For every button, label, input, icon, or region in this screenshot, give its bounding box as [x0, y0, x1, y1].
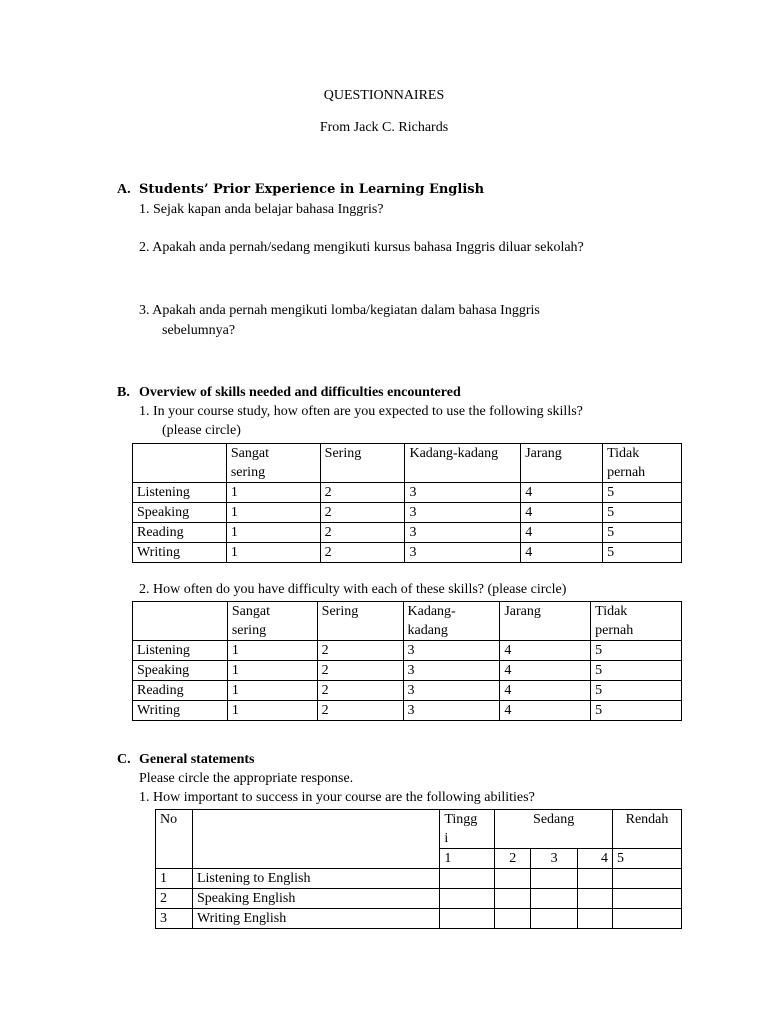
header-cell — [133, 444, 227, 483]
response-cell[interactable] — [495, 909, 531, 929]
response-cell[interactable] — [578, 909, 613, 929]
rating-cell[interactable]: 3 — [405, 523, 521, 543]
rating-cell[interactable]: 3 — [403, 641, 500, 661]
rating-cell[interactable]: 1 — [226, 503, 320, 523]
rating-cell[interactable]: 3 — [403, 701, 500, 721]
rating-cell[interactable]: 2 — [317, 661, 403, 681]
header-cell: Sangat sering — [226, 444, 320, 483]
section-a-question-3-cont: sebelumnya? — [162, 323, 236, 338]
table-row — [133, 483, 682, 503]
response-cell[interactable] — [578, 869, 613, 889]
header-cell: Sering — [317, 602, 403, 641]
scale-cell: 5 — [613, 849, 682, 869]
section-a-question-3: 3. Apakah anda pernah mengikuti lomba/kegiatan dalam bahasa Inggris — [139, 303, 540, 318]
rating-cell[interactable]: 2 — [320, 523, 405, 543]
table-row — [156, 869, 682, 889]
section-c-heading: General statements — [139, 752, 255, 767]
table-row — [133, 503, 682, 523]
rating-cell[interactable]: 2 — [320, 543, 405, 563]
header-cell: Jarang — [500, 602, 591, 641]
scale-cell: 2 — [495, 849, 531, 869]
header-cell: Sering — [320, 444, 405, 483]
header-cell: Kadang-kadang — [405, 444, 521, 483]
rating-cell[interactable]: 2 — [317, 641, 403, 661]
header-cell: Tidak pernah — [603, 444, 682, 483]
rating-cell[interactable]: 5 — [603, 523, 682, 543]
row-no: 2 — [156, 889, 193, 909]
ability-label: Writing English — [192, 909, 439, 929]
table-row — [156, 909, 682, 929]
section-a-question-2: 2. Apakah anda pernah/sedang mengikuti kursus bahasa Inggris diluar sekolah? — [139, 240, 584, 255]
skill-label: Listening — [133, 483, 227, 503]
rating-cell[interactable]: 5 — [591, 661, 682, 681]
section-c-marker: C. — [117, 752, 131, 767]
rating-cell[interactable]: 2 — [320, 503, 405, 523]
header-cell: Kadang- kadang — [403, 602, 500, 641]
row-no: 3 — [156, 909, 193, 929]
rating-cell[interactable]: 1 — [227, 641, 317, 661]
response-cell[interactable] — [531, 869, 578, 889]
scale-cell: 4 — [578, 849, 613, 869]
rating-cell[interactable]: 3 — [405, 503, 521, 523]
rating-cell[interactable]: 3 — [403, 661, 500, 681]
header-cell: Jarang — [521, 444, 603, 483]
section-b-question-2: 2. How often do you have difficulty with each of these skills? (please circle) — [139, 582, 567, 597]
response-cell[interactable] — [613, 909, 682, 929]
response-cell[interactable] — [495, 889, 531, 909]
section-a-heading: Students’ Prior Experience in Learning English — [139, 182, 485, 197]
table-header-row — [156, 810, 682, 849]
skills-usage-table — [132, 443, 682, 563]
section-c-instruction: Please circle the appropriate response. — [139, 771, 354, 786]
rating-cell[interactable]: 1 — [226, 543, 320, 563]
ability-label: Listening to English — [192, 869, 439, 889]
skill-label: Speaking — [133, 503, 227, 523]
table-row — [156, 889, 682, 909]
rating-cell[interactable]: 3 — [405, 483, 521, 503]
row-no: 1 — [156, 869, 193, 889]
rating-cell[interactable]: 4 — [500, 701, 591, 721]
response-cell[interactable] — [613, 889, 682, 909]
table-header-row — [133, 602, 682, 641]
scale-cell: 1 — [440, 849, 495, 869]
section-a-question-1: 1. Sejak kapan anda belajar bahasa Inggris? — [139, 202, 384, 217]
table-row — [133, 661, 682, 681]
table-row — [133, 523, 682, 543]
rating-cell[interactable]: 2 — [320, 483, 405, 503]
response-cell[interactable] — [440, 889, 495, 909]
rating-cell[interactable]: 4 — [500, 681, 591, 701]
header-cell — [133, 602, 228, 641]
header-tinggi: Tingg i — [440, 810, 495, 849]
rating-cell[interactable]: 5 — [603, 483, 682, 503]
section-c-question-1: 1. How important to success in your course are the following abilities? — [139, 790, 535, 805]
response-cell[interactable] — [531, 889, 578, 909]
rating-cell[interactable]: 2 — [317, 681, 403, 701]
table-row — [133, 701, 682, 721]
rating-cell[interactable]: 5 — [603, 503, 682, 523]
table-header-row — [133, 444, 682, 483]
section-b-marker: B. — [117, 385, 130, 400]
response-cell[interactable] — [440, 909, 495, 929]
rating-cell[interactable]: 3 — [405, 543, 521, 563]
rating-cell[interactable]: 3 — [403, 681, 500, 701]
document-subtitle: From Jack C. Richards — [319, 120, 449, 135]
skills-difficulty-table — [132, 601, 682, 721]
rating-cell[interactable]: 4 — [500, 661, 591, 681]
skill-label: Speaking — [133, 661, 228, 681]
section-a-marker: A. — [117, 182, 131, 197]
rating-cell[interactable]: 5 — [591, 641, 682, 661]
response-cell[interactable] — [578, 889, 613, 909]
response-cell[interactable] — [495, 869, 531, 889]
skill-label: Writing — [133, 543, 227, 563]
rating-cell[interactable]: 4 — [521, 543, 603, 563]
rating-cell[interactable]: 1 — [227, 661, 317, 681]
header-cell: Tidak pernah — [591, 602, 682, 641]
header-item — [192, 810, 439, 869]
rating-cell[interactable]: 1 — [227, 681, 317, 701]
table-row — [133, 543, 682, 563]
table-row — [133, 641, 682, 661]
rating-cell[interactable]: 4 — [521, 503, 603, 523]
rating-cell[interactable]: 5 — [591, 701, 682, 721]
response-cell[interactable] — [613, 869, 682, 889]
header-sedang: Sedang — [495, 810, 613, 849]
skill-label: Reading — [133, 523, 227, 543]
abilities-importance-table — [155, 809, 682, 929]
header-rendah: Rendah — [613, 810, 682, 849]
skill-label: Listening — [133, 641, 228, 661]
document-title: QUESTIONNAIRES — [323, 88, 445, 103]
rating-cell[interactable]: 1 — [226, 483, 320, 503]
rating-cell[interactable]: 1 — [227, 701, 317, 721]
rating-cell[interactable]: 5 — [603, 543, 682, 563]
section-b-question-1-cont: (please circle) — [162, 423, 241, 438]
rating-cell[interactable]: 4 — [521, 523, 603, 543]
header-cell: Sangat sering — [227, 602, 317, 641]
rating-cell[interactable]: 4 — [521, 483, 603, 503]
rating-cell[interactable]: 2 — [317, 701, 403, 721]
skill-label: Reading — [133, 681, 228, 701]
section-b-question-1: 1. In your course study, how often are you expected to use the following skills? — [139, 404, 583, 419]
ability-label: Speaking English — [192, 889, 439, 909]
table-row — [133, 681, 682, 701]
section-b-heading: Overview of skills needed and difficulties encountered — [139, 385, 461, 400]
rating-cell[interactable]: 5 — [591, 681, 682, 701]
header-no: No — [156, 810, 193, 869]
scale-cell: 3 — [531, 849, 578, 869]
rating-cell[interactable]: 1 — [226, 523, 320, 543]
response-cell[interactable] — [531, 909, 578, 929]
response-cell[interactable] — [440, 869, 495, 889]
rating-cell[interactable]: 4 — [500, 641, 591, 661]
skill-label: Writing — [133, 701, 228, 721]
